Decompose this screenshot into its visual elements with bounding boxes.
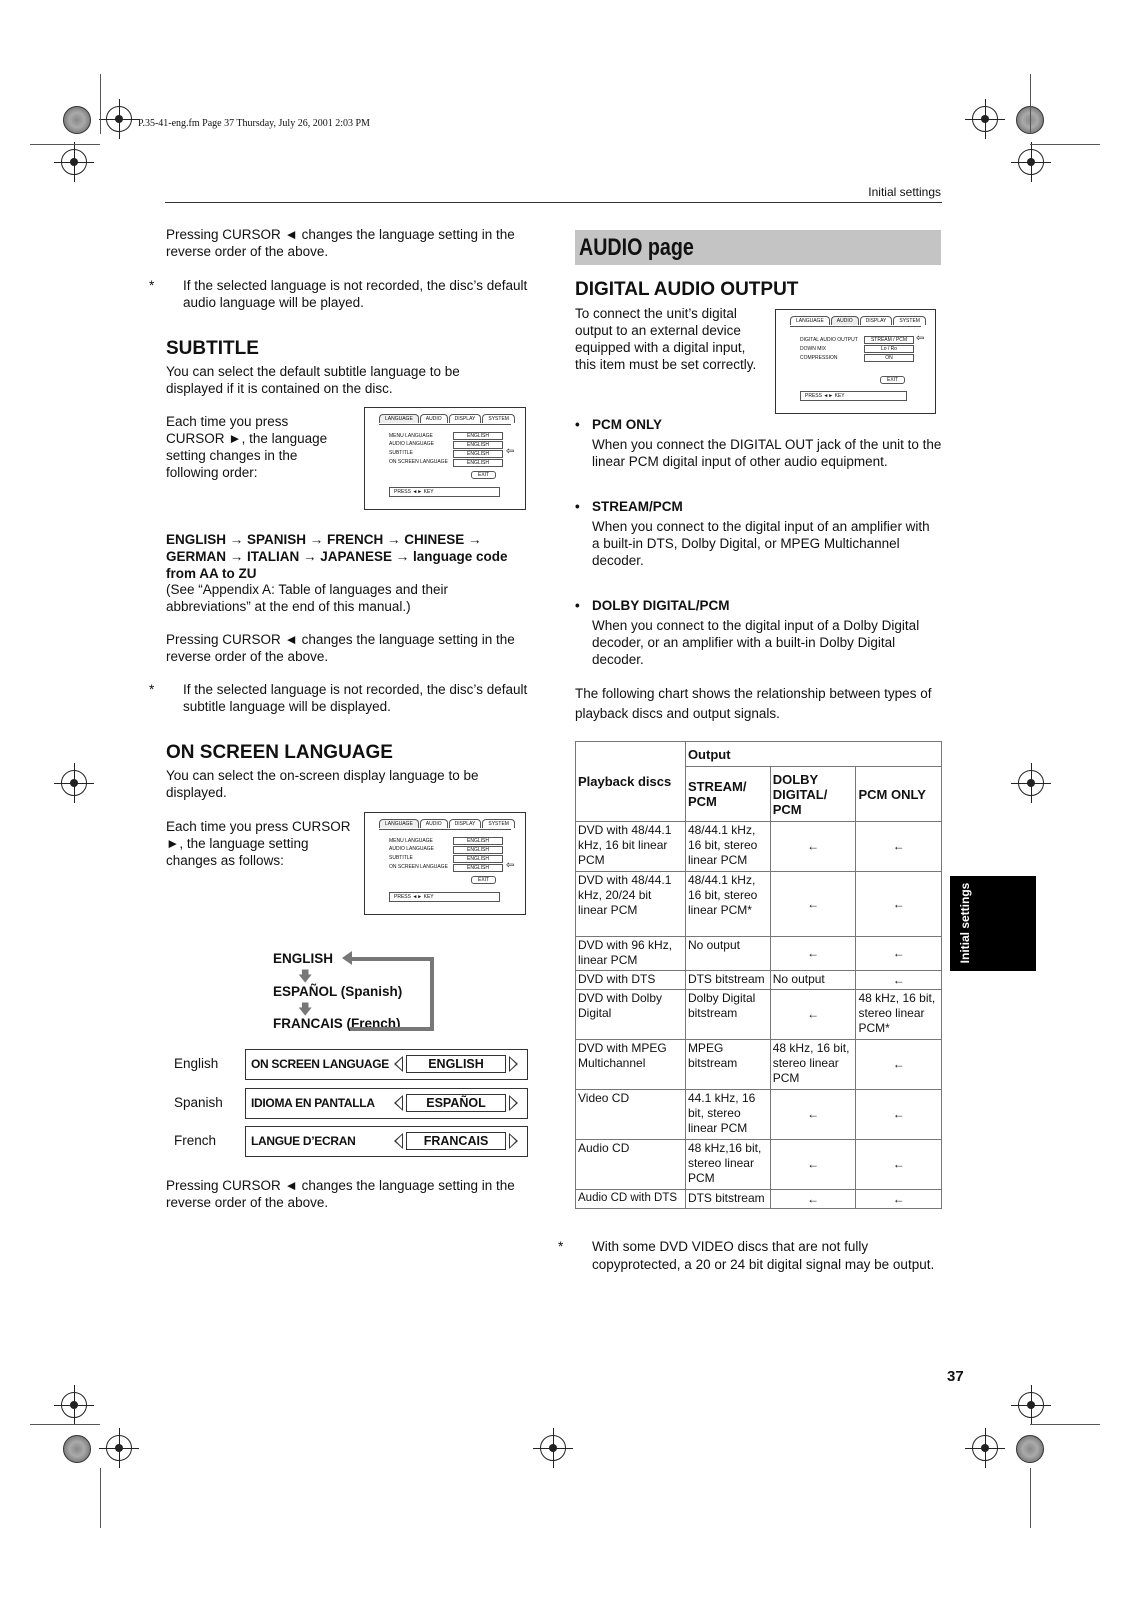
registration-mark [106, 106, 132, 132]
example-lang-name: Spanish [174, 1095, 223, 1110]
crop-line [1030, 74, 1031, 134]
table-cell: ← [770, 1090, 856, 1140]
osd-row: SUBTITLE [389, 450, 413, 456]
subtitle-reverse-note: Pressing CURSOR ◄ changes the language setting in the reverse order of the above. [166, 632, 515, 664]
registration-mark [1018, 770, 1044, 796]
osd-row: ON SCREEN LANGUAGE [389, 864, 448, 870]
dao-heading: DIGITAL AUDIO OUTPUT [575, 279, 799, 300]
registration-mark [972, 1435, 998, 1461]
osl-example-box [245, 1049, 528, 1080]
left-triangle-icon [394, 1133, 403, 1149]
table-row [576, 1040, 942, 1090]
osd-row: COMPRESSION [800, 355, 838, 361]
osl-example-box [245, 1126, 528, 1157]
registration-mark [972, 106, 998, 132]
osd-row: ON SCREEN LANGUAGE [389, 459, 448, 465]
table-cell: ← [856, 1040, 942, 1090]
osd-value: ON [864, 354, 914, 362]
table-cell: DVD with Dolby Digital [576, 990, 686, 1040]
osd-tab: LANGUAGE [379, 414, 419, 423]
registration-mark [1018, 1392, 1044, 1418]
table-cell: 48/44.1 kHz, 16 bit, stereo linear PCM* [685, 872, 770, 937]
table-cell: ← [856, 822, 942, 872]
table-cell: ← [770, 822, 856, 872]
page-number: 37 [947, 1368, 964, 1385]
subtitle-description: You can select the default subtitle language to be displayed if it is contained on the disc. [166, 364, 460, 396]
osd-row: MENU LANGUAGE [389, 838, 433, 844]
example-lang-name: French [174, 1133, 217, 1148]
option-dolby-digital-pcm [575, 597, 943, 668]
registration-mark [106, 1435, 132, 1461]
section-title: Initial settings [868, 185, 941, 199]
table-cell: 48 kHz,16 bit, stereo linear PCM [685, 1140, 770, 1190]
intro-note: * If the selected language is not recorded, the disc’s default audio language will be played. [149, 278, 528, 310]
option-title: • DOLBY DIGITAL/PCM [575, 598, 730, 613]
table-cell: ← [770, 872, 856, 937]
pointer-arrow-icon: ⇦ [916, 333, 925, 344]
table-row [576, 971, 942, 990]
osd-tab: LANGUAGE [790, 316, 830, 325]
osd-value: ENGLISH [453, 432, 503, 440]
table-cell: 48 kHz, 16 bit, stereo linear PCM [770, 1040, 856, 1090]
example-lang-name: English [174, 1056, 219, 1071]
osd-row: AUDIO LANGUAGE [389, 441, 435, 447]
osl-example-box [245, 1088, 528, 1119]
osl-reverse-note: Pressing CURSOR ◄ changes the language setting in the reverse order of the above. [166, 1178, 515, 1210]
side-tab [950, 876, 1036, 971]
table-row [576, 822, 942, 872]
osd-value: ENGLISH [453, 459, 503, 467]
header-dolby-digital-pcm: DOLBY DIGITAL/ PCM [770, 767, 856, 822]
table-cell: 48/44.1 kHz, 16 bit, stereo linear PCM [685, 822, 770, 872]
table-cell: MPEG bitstream [685, 1040, 770, 1090]
file-info: P.35-41-eng.fm Page 37 Thursday, July 26, 2001 2:03 PM [138, 118, 370, 129]
crop-line [30, 144, 100, 145]
osd-tab: SYSTEM [482, 819, 515, 828]
registration-mark [1018, 149, 1044, 175]
right-triangle-icon [509, 1133, 518, 1149]
table-cell: No output [685, 937, 770, 971]
osd-exit: EXIT [471, 876, 496, 884]
header-stream-pcm: STREAM/ PCM [685, 767, 770, 822]
registration-mark [540, 1435, 566, 1461]
table-cell: DVD with 96 kHz, linear PCM [576, 937, 686, 971]
table-cell: Video CD [576, 1090, 686, 1140]
header-playback-discs: Playback discs [576, 742, 686, 822]
crop-line [1030, 144, 1100, 145]
left-triangle-icon [394, 1056, 403, 1072]
osd-tabs [790, 316, 927, 325]
header-pcm-only: PCM ONLY [856, 767, 942, 822]
table-cell: DVD with MPEG Multichannel [576, 1040, 686, 1090]
table-cell: DVD with 48/44.1 kHz, 20/24 bit linear PCM [576, 872, 686, 937]
table-cell: ← [856, 1090, 942, 1140]
header-output: Output [685, 742, 941, 767]
osd-row: DIGITAL AUDIO OUTPUT [800, 337, 858, 343]
osd-value: ENGLISH [453, 846, 503, 854]
osl-heading: ON SCREEN LANGUAGE [166, 742, 393, 763]
subtitle-language-order: ENGLISH → SPANISH → FRENCH → CHINESE → GERMAN → ITALIAN → JAPANESE → language code from AA to ZU [166, 532, 508, 581]
audio-page-banner [575, 230, 941, 265]
osd-press-key: PRESS ◄► KEY [389, 892, 500, 902]
subtitle-press-instruction: Each time you press CURSOR ►, the language setting changes in the following order: [166, 414, 328, 480]
side-tab-label: Initial settings [958, 882, 972, 964]
table-cell: ← [856, 971, 942, 990]
osd-tab: DISPLAY [449, 414, 482, 423]
chart-intro: The following chart shows the relationship between types of playback discs and output signals. [575, 686, 932, 721]
subtitle-heading: SUBTITLE [166, 338, 259, 359]
right-triangle-icon [509, 1056, 518, 1072]
registration-dot [1016, 1435, 1044, 1463]
osd-tab: DISPLAY [860, 316, 893, 325]
option-title: • PCM ONLY [575, 417, 663, 432]
table-cell: Dolby Digital bitstream [685, 990, 770, 1040]
right-triangle-icon [509, 1095, 518, 1111]
crop-line [1030, 1468, 1031, 1528]
output-table [575, 741, 942, 1209]
cycle-english: ENGLISH [273, 951, 334, 966]
osd-value: ENGLISH [453, 450, 503, 458]
cycle-spanish: ESPAÑOL (Spanish) [273, 984, 403, 999]
table-cell: Audio CD with DTS [576, 1190, 686, 1209]
subtitle-appendix-reference: (See “Appendix A: Table of languages and their abbreviations” at the end of this manual.) [166, 582, 448, 614]
table-row [576, 872, 942, 937]
osl-example-value: ENGLISH [406, 1055, 506, 1073]
osd-value: ENGLISH [453, 837, 503, 845]
down-arrow-icon: 🡇 [298, 968, 313, 984]
cycle-loop-line [350, 957, 434, 1031]
osd-tab: AUDIO [420, 414, 448, 423]
table-cell: ← [856, 937, 942, 971]
left-arrow-icon [342, 951, 352, 965]
osd-tab: SYSTEM [893, 316, 926, 325]
osd-press-key: PRESS ◄► KEY [800, 391, 907, 401]
crop-line [30, 1424, 100, 1425]
osl-example-label: ON SCREEN LANGUAGE [251, 1057, 389, 1071]
table-cell: DTS bitstream [685, 1190, 770, 1209]
table-row [576, 990, 942, 1040]
osd-tab: DISPLAY [449, 819, 482, 828]
table-cell: ← [856, 872, 942, 937]
osd-tab: LANGUAGE [379, 819, 419, 828]
osd-press-key: PRESS ◄► KEY [389, 487, 500, 497]
audio-page-title: AUDIO page [579, 234, 694, 261]
intro-paragraph: Pressing CURSOR ◄ changes the language setting in the reverse order of the above. [166, 227, 515, 259]
registration-mark [61, 1392, 87, 1418]
subtitle-note: * If the selected language is not recorded, the disc’s default subtitle language will be displayed. [149, 682, 528, 714]
table-cell: No output [770, 971, 856, 990]
cycle-french: FRANCAIS (French) [273, 1016, 401, 1031]
option-pcm-only [575, 416, 943, 470]
table-cell: ← [770, 1190, 856, 1209]
table-cell: ← [770, 1140, 856, 1190]
pointer-arrow-icon: ⇦ [506, 446, 515, 457]
osd-tab: AUDIO [831, 316, 859, 325]
osl-example-value: ESPAÑOL [406, 1094, 506, 1112]
registration-mark [61, 770, 87, 796]
table-cell: ← [856, 1190, 942, 1209]
table-cell: 48 kHz, 16 bit, stereo linear PCM* [856, 990, 942, 1040]
crop-line [100, 74, 101, 134]
crop-line [100, 1468, 101, 1528]
osd-value: Lo / Ro [864, 345, 914, 353]
option-text: When you connect the DIGITAL OUT jack of the unit to the linear PCM digital input of other audio equipment. [592, 437, 942, 469]
header-rule [165, 202, 942, 203]
option-text: When you connect to the digital input of an amplifier with a built-in DTS, Dolby Digital, or MPEG Multichannel decoder. [592, 519, 930, 568]
osd-value: ENGLISH [453, 855, 503, 863]
osd-tab: SYSTEM [482, 414, 515, 423]
table-cell: DTS bitstream [685, 971, 770, 990]
osd-tabs [379, 819, 516, 828]
option-stream-pcm [575, 498, 943, 569]
table-row [576, 1140, 942, 1190]
osd-tabs [379, 414, 516, 423]
table-row [576, 1090, 942, 1140]
table-footnote: * With some DVD VIDEO discs that are not fully copyprotected, a 20 or 24 bit digital signal may be output. [558, 1239, 935, 1272]
osl-description: You can select the on-screen display language to be displayed. [166, 768, 479, 800]
table-cell: ← [856, 1140, 942, 1190]
osd-row: MENU LANGUAGE [389, 433, 433, 439]
osd-value: STREAM / PCM [864, 336, 914, 344]
osd-exit: EXIT [471, 471, 496, 479]
osd-language-screen [364, 812, 526, 915]
down-arrow-icon: 🡇 [298, 1001, 313, 1017]
osl-example-value: FRANCAIS [406, 1132, 506, 1150]
osd-row: SUBTITLE [389, 855, 413, 861]
table-cell: DVD with 48/44.1 kHz, 16 bit linear PCM [576, 822, 686, 872]
osl-example-label: LANGUE D’ECRAN [251, 1134, 356, 1148]
table-row [576, 937, 942, 971]
registration-mark [61, 149, 87, 175]
registration-dot [63, 106, 91, 134]
osd-row: AUDIO LANGUAGE [389, 846, 435, 852]
osd-audio-screen [775, 309, 936, 414]
registration-dot [63, 1435, 91, 1463]
osl-press-instruction: Each time you press CURSOR ►, the language setting changes as follows: [166, 819, 351, 868]
dao-description: To connect the unit’s digital output to an external device equipped with a digital input, this item must be set correctly. [575, 306, 757, 372]
osd-language-screen [364, 407, 526, 510]
pointer-arrow-icon: ⇦ [506, 860, 515, 871]
crop-line [1030, 1424, 1100, 1425]
osd-value: ENGLISH [453, 864, 503, 872]
table-header-row [576, 742, 942, 767]
osd-value: ENGLISH [453, 441, 503, 449]
table-cell: 44.1 kHz, 16 bit, stereo linear PCM [685, 1090, 770, 1140]
left-triangle-icon [394, 1095, 403, 1111]
osd-tab: AUDIO [420, 819, 448, 828]
table-cell: ← [770, 937, 856, 971]
option-title: • STREAM/PCM [575, 499, 683, 514]
osd-row: DOWN MIX [800, 346, 827, 352]
osd-exit: EXIT [880, 376, 905, 384]
osl-example-label: IDIOMA EN PANTALLA [251, 1096, 375, 1110]
table-row [576, 1190, 942, 1209]
table-cell: DVD with DTS [576, 971, 686, 990]
table-cell: ← [770, 990, 856, 1040]
option-text: When you connect to the digital input of a Dolby Digital decoder, or an amplifier with a built-in Dolby Digital decoder. [592, 618, 920, 667]
table-cell: Audio CD [576, 1140, 686, 1190]
